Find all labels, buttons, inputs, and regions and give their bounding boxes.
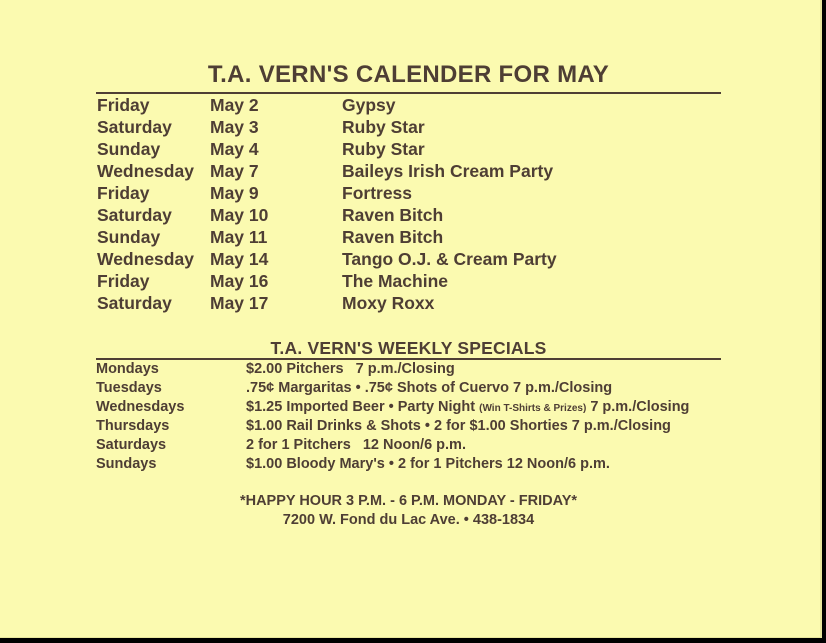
specials-deal: .75¢ Margaritas • .75¢ Shots of Cuervo 7 p.m./Closing — [246, 380, 613, 396]
calendar-row — [97, 182, 717, 204]
calendar-row — [97, 226, 717, 248]
calendar-date: May 3 — [210, 117, 259, 137]
specials-day: Tuesdays — [96, 380, 162, 396]
specials-row — [96, 436, 721, 455]
specials-row — [96, 360, 721, 379]
specials-deal: $1.00 Rail Drinks & Shots • 2 for $1.00 Shorties 7 p.m./Closing — [246, 418, 671, 434]
specials-day: Thursdays — [96, 418, 170, 434]
specials-row — [96, 417, 721, 436]
specials-deal: $1.00 Bloody Mary's • 2 for 1 Pitchers 12 Noon/6 p.m. — [246, 456, 610, 472]
calendar-event: Fortress — [342, 183, 413, 203]
calendar-day: Saturday — [97, 117, 172, 137]
calendar-day: Saturday — [97, 293, 172, 313]
calendar-date: May 2 — [210, 95, 259, 115]
calendar-event: Raven Bitch — [342, 205, 444, 225]
happy-hour-notice: *HAPPY HOUR 3 P.M. - 6 P.M. MONDAY - FRIDAY* — [239, 493, 578, 509]
calendar-day: Friday — [97, 271, 150, 291]
specials-deal: 2 for 1 Pitchers 12 Noon/6 p.m. — [246, 437, 466, 453]
calendar-event: Ruby Star — [342, 139, 425, 159]
specials-title: T.A. VERN'S WEEKLY SPECIALS — [270, 338, 547, 358]
calendar-date: May 9 — [210, 183, 259, 203]
specials-deal — [246, 398, 689, 418]
calendar-row — [97, 270, 717, 292]
calendar-row — [97, 248, 717, 270]
specials-day: Saturdays — [96, 437, 167, 453]
calendar-date: May 10 — [210, 205, 269, 225]
specials-row — [96, 455, 721, 474]
calendar-day: Saturday — [97, 205, 172, 225]
specials-day: Wednesdays — [96, 399, 185, 415]
specials-deal: $2.00 Pitchers 7 p.m./Closing — [246, 361, 455, 377]
calendar-event: Moxy Roxx — [342, 293, 435, 313]
calendar-date: May 7 — [210, 161, 259, 181]
calendar-event: Ruby Star — [342, 117, 425, 137]
calendar-row — [97, 116, 717, 138]
calendar-day: Friday — [97, 183, 150, 203]
calendar-event: Tango O.J. & Cream Party — [342, 249, 557, 269]
calendar-day: Sunday — [97, 227, 161, 247]
calendar-date: May 4 — [210, 139, 259, 159]
calendar-date: May 14 — [210, 249, 269, 269]
calendar-date: May 17 — [210, 293, 269, 313]
calendar-event: Raven Bitch — [342, 227, 444, 247]
address-line: 7200 W. Fond du Lac Ave. • 438-1834 — [282, 512, 535, 528]
specials-deal-hours: 7 p.m./Closing — [590, 399, 690, 415]
specials-day: Sundays — [96, 456, 157, 472]
calendar-date: May 11 — [210, 227, 268, 247]
calendar-day: Wednesday — [97, 161, 194, 181]
calendar-row — [97, 138, 717, 160]
calendar-day: Wednesday — [97, 249, 194, 269]
calendar-event: The Machine — [342, 271, 448, 291]
specials-list — [96, 360, 721, 474]
specials-deal-note: (Win T-Shirts & Prizes) — [479, 403, 587, 414]
calendar-date: May 16 — [210, 271, 269, 291]
calendar-row — [97, 160, 717, 182]
calendar-row — [97, 292, 717, 314]
calendar-list — [97, 94, 717, 314]
calendar-day: Friday — [97, 95, 150, 115]
specials-row — [96, 398, 721, 417]
calendar-event: Gypsy — [342, 95, 396, 115]
calendar-row — [97, 94, 717, 116]
calendar-row — [97, 204, 717, 226]
calendar-title: T.A. VERN'S CALENDER FOR MAY — [207, 61, 610, 88]
calendar-day: Sunday — [97, 139, 161, 159]
specials-deal-main: $1.25 Imported Beer • Party Night — [246, 399, 476, 415]
specials-row — [96, 379, 721, 398]
specials-day: Mondays — [96, 361, 159, 377]
calendar-event: Baileys Irish Cream Party — [342, 161, 554, 181]
